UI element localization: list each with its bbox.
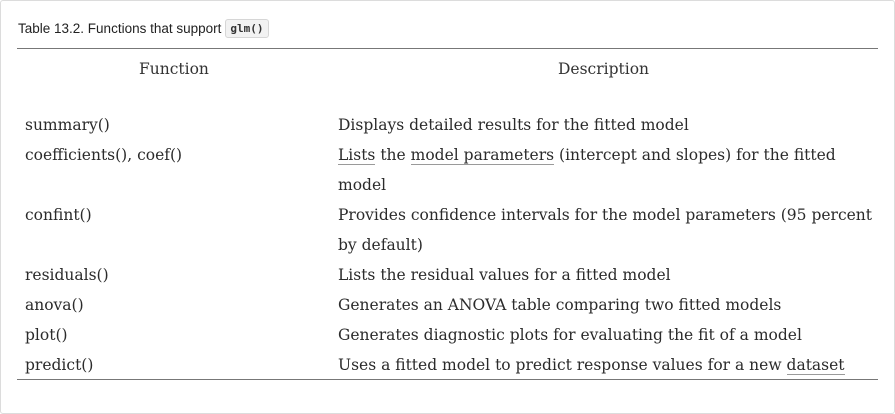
lists-link[interactable]: Lists bbox=[338, 146, 376, 164]
model-parameters-link[interactable]: model parameters bbox=[410, 146, 555, 164]
caption-title: Table 13.2. Functions that support bbox=[18, 21, 222, 36]
column-header-description: Description bbox=[558, 60, 650, 78]
description-cell: Provides confidence intervals for the model parameters (95 percent by default) bbox=[338, 206, 873, 254]
table-bottom-rule bbox=[17, 379, 878, 380]
function-cell: summary() bbox=[25, 116, 110, 134]
description-cell: Generates an ANOVA table comparing two fitted models bbox=[338, 296, 782, 314]
function-cell: coefficients(), coef() bbox=[25, 146, 183, 164]
column-header-function: Function bbox=[139, 60, 209, 78]
function-cell: plot() bbox=[25, 326, 68, 344]
function-cell: residuals() bbox=[25, 266, 109, 284]
function-cell: predict() bbox=[25, 356, 94, 374]
function-cell: confint() bbox=[25, 206, 92, 224]
description-cell: Uses a fitted model to predict response values for a new dataset bbox=[338, 356, 845, 374]
description-cell: Displays detailed results for the fitted model bbox=[338, 116, 689, 134]
description-cell: Lists the residual values for a fitted model bbox=[338, 266, 671, 284]
dataset-link[interactable]: dataset bbox=[786, 356, 845, 374]
description-cell: Lists the model parameters (intercept and slopes) for the fitted model bbox=[338, 146, 836, 194]
function-cell: anova() bbox=[25, 296, 84, 314]
caption-code: glm() bbox=[225, 19, 268, 38]
table-top-rule bbox=[17, 48, 878, 49]
description-cell: Generates diagnostic plots for evaluating the fit of a model bbox=[338, 326, 802, 344]
table-caption bbox=[18, 19, 269, 38]
